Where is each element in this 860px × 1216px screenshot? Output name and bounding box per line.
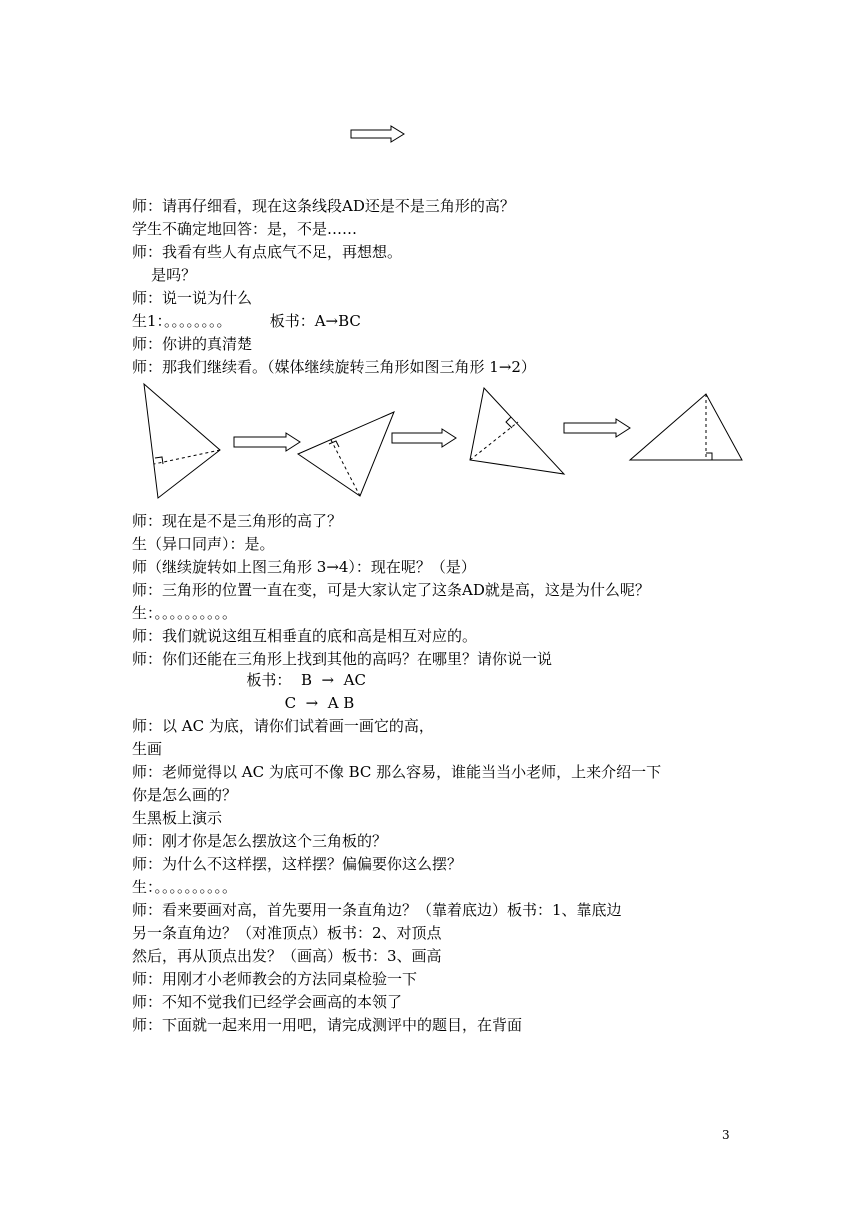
- text-line: 师：老师觉得以 AC 为底可不像 BC 那么容易，谁能当当小老师，上来介绍一下: [132, 763, 662, 781]
- text-line: 然后，再从顶点出发？（画高）板书：3、画高: [132, 947, 442, 965]
- text-line: 另一条直角边？（对准顶点）板书：2、对顶点: [132, 924, 442, 942]
- text-line: 师：看来要画对高，首先要用一条直角边？（靠着底边）板书：1、靠底边: [132, 901, 622, 919]
- right-arrow-icon: [350, 125, 406, 143]
- text-line: 师：我看有些人有点底气不足，再想想。: [132, 243, 403, 261]
- text-line: 师：以 AC 为底，请你们试着画一画它的高，: [132, 717, 434, 735]
- text-line: 师（继续旋转如上图三角形 3→4）：现在呢？（是）: [132, 558, 476, 576]
- text-line: 生：。。。。。。。。。。: [132, 604, 238, 622]
- right-arrow-icon: [234, 433, 300, 451]
- text-line: 你是怎么画的？: [132, 786, 238, 804]
- text-line: 是吗？: [132, 266, 197, 284]
- text-line: C → A B: [132, 694, 355, 712]
- triangle-2: [298, 412, 394, 496]
- text-line: 师：说一说为什么: [132, 289, 253, 307]
- text-line: 学生不确定地回答：是，不是……: [132, 220, 358, 238]
- text-line: 师：三角形的位置一直在变，可是大家认定了这条AD就是高，这是为什么呢？: [132, 581, 650, 599]
- text-line: 师：用刚才小老师教会的方法同桌检验一下: [132, 970, 418, 988]
- text-line: 生画: [132, 740, 163, 758]
- text-line: 师：你讲的真清楚: [132, 335, 253, 353]
- right-arrow-icon: [392, 429, 456, 447]
- text-line: 师：为什么不这样摆，这样摆？偏偏要你这么摆？: [132, 855, 463, 873]
- text-line: 生（异口同声）：是。: [132, 535, 275, 553]
- text-line: 生黑板上演示: [132, 809, 223, 827]
- triangle-3: [470, 388, 564, 474]
- triangle-4: [630, 394, 742, 460]
- text-line: 生1：。。。。。。。。 板书：A→BC: [132, 312, 361, 330]
- page-number: 3: [722, 1128, 730, 1142]
- text-line: 师：下面就一起来用一用吧，请完成测评中的题目，在背面: [132, 1016, 523, 1034]
- text-line: 板书： B → AC: [132, 671, 366, 689]
- text-line: 师：你们还能在三角形上找到其他的高吗？在哪里？请你说一说: [132, 650, 553, 668]
- text-line: 师：请再仔细看，现在这条线段AD还是不是三角形的高？: [132, 197, 515, 215]
- text-line: 师：刚才你是怎么摆放这个三角板的？: [132, 832, 388, 850]
- text-line: 师：那我们继续看。（媒体继续旋转三角形如图三角形 1→2）: [132, 358, 536, 376]
- triangle-1: [144, 384, 220, 498]
- text-line: 生：。。。。。。。。。。: [132, 878, 238, 896]
- rotating-triangles-diagram: [130, 378, 750, 506]
- right-arrow-icon: [564, 419, 630, 437]
- text-line: 师：不知不觉我们已经学会画高的本领了: [132, 993, 403, 1011]
- text-line: 师：现在是不是三角形的高了？: [132, 512, 343, 530]
- text-line: 师：我们就说这组互相垂直的底和高是相互对应的。: [132, 627, 478, 645]
